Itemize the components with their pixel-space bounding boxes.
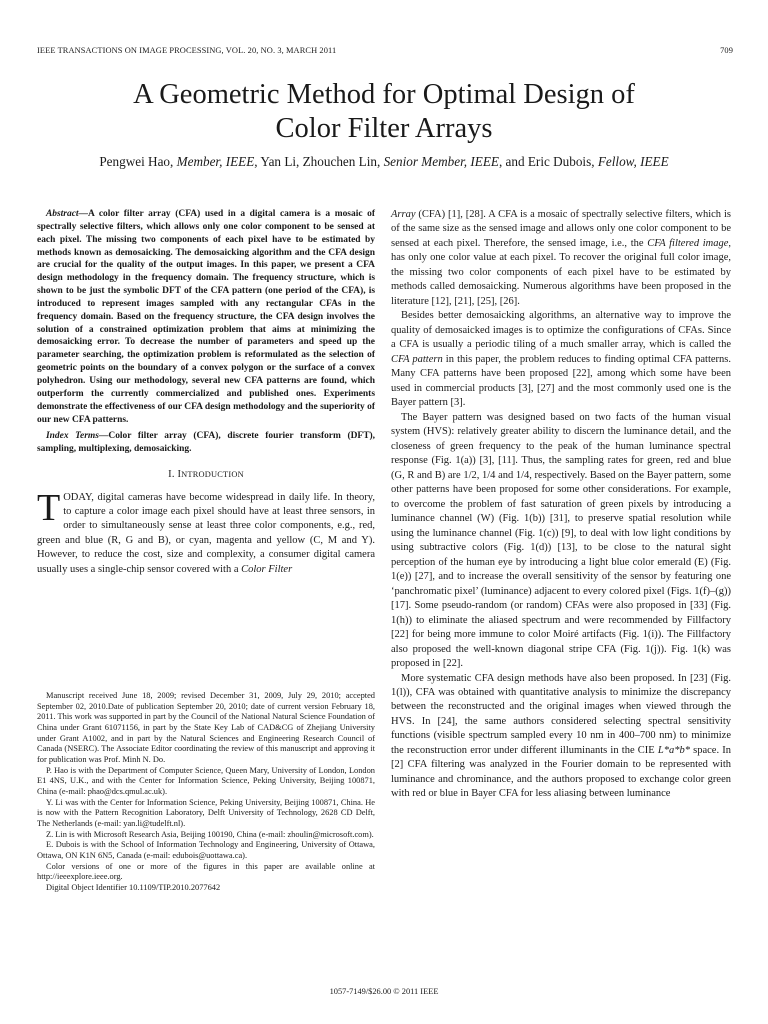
- index-terms: [37, 430, 375, 456]
- right-column: [391, 208, 731, 802]
- author-4-role: Fellow, IEEE: [597, 154, 669, 169]
- intro-paragraph: TODAY, digital cameras have become widespread in daily life. In theory, to capture a color image each pixel should have at least three sensors, in order to simultaneously sense at least three color components, e.g., red, green and blue (R, G and B), or cyan, magenta and yellow (C, M and Y). However, to reduce the cost, size and complexity, a consumer digital camera usually uses a single-chip sensor covered with a Color Filter: [37, 486, 375, 575]
- index-terms-lead: Index Terms: [46, 431, 99, 442]
- author-3-role: Senior Member, IEEE: [383, 154, 499, 169]
- author-2-3-names: , Yan Li, Zhouchen Lin,: [254, 154, 384, 169]
- footnote-lin: Z. Lin is with Microsoft Research Asia, Beijing 100190, China (e-mail: zhoulin@microsoft.com).: [46, 829, 374, 839]
- title-line-2: Color Filter Arrays: [275, 113, 493, 144]
- index-terms-text: —Color filter array (CFA), discrete fourier transform (DFT), sampling, multiplexing, demosaicking.: [37, 431, 375, 455]
- paragraph-cfa-optimization: Besides better demosaicking algorithms, an alternative way to improve the quality of demosaicked images is to optimize the configurations of CFAs. Since a CFA is usually a periodic tiling of a much smaller array, which is called the CFA pattern in this paper, the problem reduces to finding optimal CFA patterns. Many CFA patterns have been proposed [22], among which some have been used in commercial products [3], [27] and the most commonly used one is the Bayer pattern [3].: [391, 310, 731, 409]
- paragraph-bayer-pattern: The Bayer pattern was designed based on two facts of the human visual system (HVS): relatively greater ability to discern the luminance detail, and the closeness of green frequency to the peak of the human luminance spectral response (Fig. 1(a)) [3], [11]. Thus, the sampling rates for green, red and blue (G, R and B) are 1/2, 1/4 and 1/4, respectively. Based on the Bayer pattern, some other patterns have been proposed for some other considerations. For example, to overcome the problem of fast saturation of green pixels by introducing a luminance channel (W) (Fig. 1(b)) [31], to preserve spatial resolution while using the luminance channel (Fig. 1(c)) [9], to deal with low light conditions by using subtractive colors (Fig. 1(d)) [13], to be close to the natural sight perception of the human eye by introducing a light blue color emerald (E) (Fig. 1(e)) [27], and to increase the overall sensitivity of the sensor by featuring one ‘panchromatic pixel’ (luminance) adjacent to every colored pixel (Figs. 1(f)–(g)) [17]. Some pseudo-random (or random) CFAs were also proposed in [33] (Fig. 1(h)) to eliminate the aliased spectrum and were recommended by Fillfactory [22] for being more immune to color Moiré artifacts (Fig. 1(i)). The Fillfactory also proposed the well-known diagonal stripe CFA (Fig. 1(j)). Fig. 1(k) was proposed in [22].: [391, 411, 731, 670]
- footnote-li: Y. Li was with the Center for Information Science, Peking University, Beijing 100871, China. He is now with the Pattern Recognition Laboratory, Delft University of Technology, 2628 CD Delft, The Netherlands (e-mail: yan.li@tudelft.nl).: [37, 797, 375, 828]
- footnote-manuscript: Manuscript received June 18, 2009; revised December 31, 2009, July 29, 2010; accepted September 02, 2010.Date of publication September 20, 2010; date of current version February 18, 2011. This work was supported in part by the Council of the National Natural Science Foundation of China under Grant 61071156, in part by the State Key Lab of CAD&CG of Zhejiang University under Grant A1002, and in part by the Natural Sciences and Engineering Research Council of Canada (NSERC). The Associate Editor coordinating the review of this manuscript and approving it for publication was Prof. Minh N. Do.: [37, 691, 375, 764]
- paper-title: [0, 78, 768, 146]
- copyright-footer: 1057-7149/$26.00 © 2011 IEEE: [329, 987, 439, 996]
- abstract-lead: Abstract: [46, 209, 79, 219]
- journal-name: IEEE TRANSACTIONS ON IMAGE PROCESSING, VOL. 20, NO. 3, MARCH 2011: [37, 46, 337, 55]
- footnote-doi: Digital Object Identifier 10.1109/TIP.2010.2077642: [46, 882, 221, 892]
- author-4-name: , and Eric Dubois,: [498, 154, 598, 169]
- author-list: [0, 154, 768, 170]
- footnote-hao: P. Hao is with the Department of Computer Science, Queen Mary, University of London, London E1 4NS, U.K., and with the Center for Information Science, Peking University, Beijing 100871, China (e-mail: phao@dcs.qmul.ac.uk).: [37, 765, 375, 796]
- section-heading-introduction: I. INTRODUCTION: [168, 469, 244, 481]
- paragraph-systematic-design: More systematic CFA design methods have also been proposed. In [23] (Fig. 1(l)), CFA was obtained with quantitative analysis to minimize the discrepancy between the reconstructed and the original images when viewed through the HVS. In [24], the same authors considered selecting spectral sensitivity functions (visible spectrum sampled every 10 nm in 400–700 nm) to minimize the reconstruction error under different illuminants in the CIE L*a*b* space. In [2] CFA filtering was analyzed in the Fourier domain to be represented with luminance and chrominance, and the authors proposed to exchange color green with red or blue in Bayer CFA for less aliasing between luminance: [391, 672, 731, 800]
- paragraph-cfa-definition: Array (CFA) [1], [28]. A CFA is a mosaic of spectrally selective filters, which is of the same size as the sensed image and allows only one color component to be sensed at each pixel. Therefore, the sensed image, i.e., the CFA filtered image, has only one color value at each pixel. To recover the original full color image, the missing two color components of each pixel have to be estimated by methods called demosaicking. Numerous algorithms have been proposed in the literature [12], [21], [25], [26].: [391, 209, 732, 307]
- running-header: [37, 46, 733, 55]
- drop-cap: T: [37, 486, 61, 529]
- author-1-role: Member, IEEE: [176, 154, 255, 169]
- footnote-color-versions: Color versions of one or more of the figures in this paper are available online at http://ieeexplore.ieee.org.: [37, 861, 375, 882]
- title-line-1: A Geometric Method for Optimal Design of: [133, 79, 635, 110]
- abstract-text: —A color filter array (CFA) used in a digital camera is a mosaic of spectrally selective filters, which allows only one color component to be sensed at each pixel. The missing two components of each pixel have to be estimated by methods known as demosaicking. The demosaicking algorithm and the CFA design are crucial for the quality of the output images. In this paper, we present a CFA design methodology in the frequency domain. The frequency structure, which is shown to be just the symbolic DFT of the CFA pattern (one period of the CFA), is introduced to represent images sampled with any rectangular CFAs in the frequency domain. Based on the frequency structure, the CFA design involves the solution of a constrained optimization problem that aims at minimizing the demosaicking error. To decrease the number of parameters and speed up the parameter searching, the optimization problem is reformulated as the selection of geometric points on the boundary of a convex polygon or the surface of a convex polyhedron. Using our methodology, several new CFA patterns are found, which outperform the currently commercialized and published ones. Experiments demonstrate the effectiveness of our CFA design methodology and the superiority of our new CFA patterns.: [37, 209, 375, 425]
- left-column: [37, 208, 375, 577]
- footnote-dubois: E. Dubois is with the School of Information Technology and Engineering, University of Ottawa, Ottawa, ON K1N 6N5, Canada (e-mail: edubois@uottawa.ca).: [37, 840, 375, 860]
- abstract: [37, 208, 375, 426]
- footnotes: [37, 691, 375, 893]
- author-1-name: Pengwei Hao,: [99, 154, 177, 169]
- page-number: 709: [720, 46, 733, 55]
